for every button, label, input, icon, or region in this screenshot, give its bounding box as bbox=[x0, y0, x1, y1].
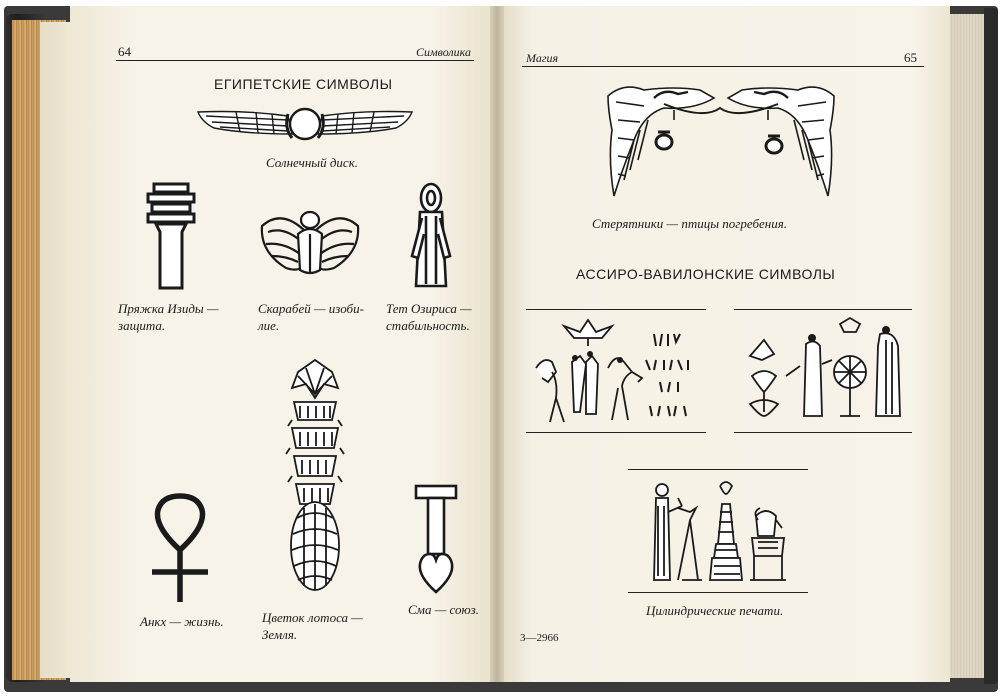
caption-buckle-1: Пряжка Изиды — bbox=[118, 301, 219, 316]
isis-buckle-figure bbox=[146, 182, 196, 292]
left-heading: ЕГИПЕТСКИЕ СИМВОЛЫ bbox=[214, 76, 393, 92]
lotus-flower-figure bbox=[284, 358, 346, 598]
book-cover-right bbox=[984, 8, 998, 684]
caption-cylinder-seals: Цилиндрические печати. bbox=[646, 603, 784, 618]
caption-sun-disk: Солнечный диск. bbox=[266, 155, 359, 170]
cylinder-seal-1-figure bbox=[528, 312, 704, 430]
caption-scarab-2: лие. bbox=[258, 318, 280, 333]
vultures-figure bbox=[604, 80, 838, 202]
cylinder-seal-2-figure bbox=[740, 316, 908, 430]
left-running-head: Символика bbox=[416, 45, 471, 59]
right-header-rule bbox=[522, 66, 924, 67]
right-heading: АССИРО-ВАВИЛОНСКИЕ СИМВОЛЫ bbox=[576, 266, 836, 282]
scarab-figure bbox=[258, 206, 362, 278]
caption-lotus-1: Цветок лотоса — bbox=[262, 610, 363, 625]
caption-ankh: Анкх — жизнь. bbox=[140, 614, 224, 629]
printer-signature: 3—2966 bbox=[520, 632, 559, 644]
ankh-figure bbox=[148, 492, 212, 604]
right-running-head: Магия bbox=[526, 51, 559, 65]
sma-figure bbox=[412, 484, 460, 596]
caption-vultures: Стерятники — птицы погребения. bbox=[592, 216, 788, 231]
winged-sun-disk-figure bbox=[196, 104, 414, 148]
seal-3-bottom-rule bbox=[628, 592, 808, 593]
caption-lotus-2: Земля. bbox=[262, 627, 298, 642]
book-gutter bbox=[490, 6, 504, 682]
page-edges-right bbox=[950, 14, 986, 678]
caption-buckle-2: защита. bbox=[118, 318, 166, 333]
right-page-number: 65 bbox=[904, 50, 917, 65]
seal-3-top-rule bbox=[628, 469, 808, 470]
cylinder-seal-3-figure bbox=[648, 476, 794, 588]
seal-1-bottom-rule bbox=[526, 432, 706, 433]
caption-sma: Сма — союз. bbox=[408, 602, 479, 617]
tet-of-osiris-figure bbox=[410, 182, 452, 292]
seal-2-top-rule bbox=[734, 309, 912, 310]
seal-2-bottom-rule bbox=[734, 432, 912, 433]
left-page-number: 64 bbox=[118, 44, 131, 59]
caption-tet-2: стабильность. bbox=[386, 318, 470, 333]
left-header-rule bbox=[116, 60, 474, 61]
caption-scarab-1: Скарабей — изоби- bbox=[258, 301, 364, 316]
seal-1-top-rule bbox=[526, 309, 706, 310]
caption-tet-1: Тет Озириса — bbox=[386, 301, 472, 316]
